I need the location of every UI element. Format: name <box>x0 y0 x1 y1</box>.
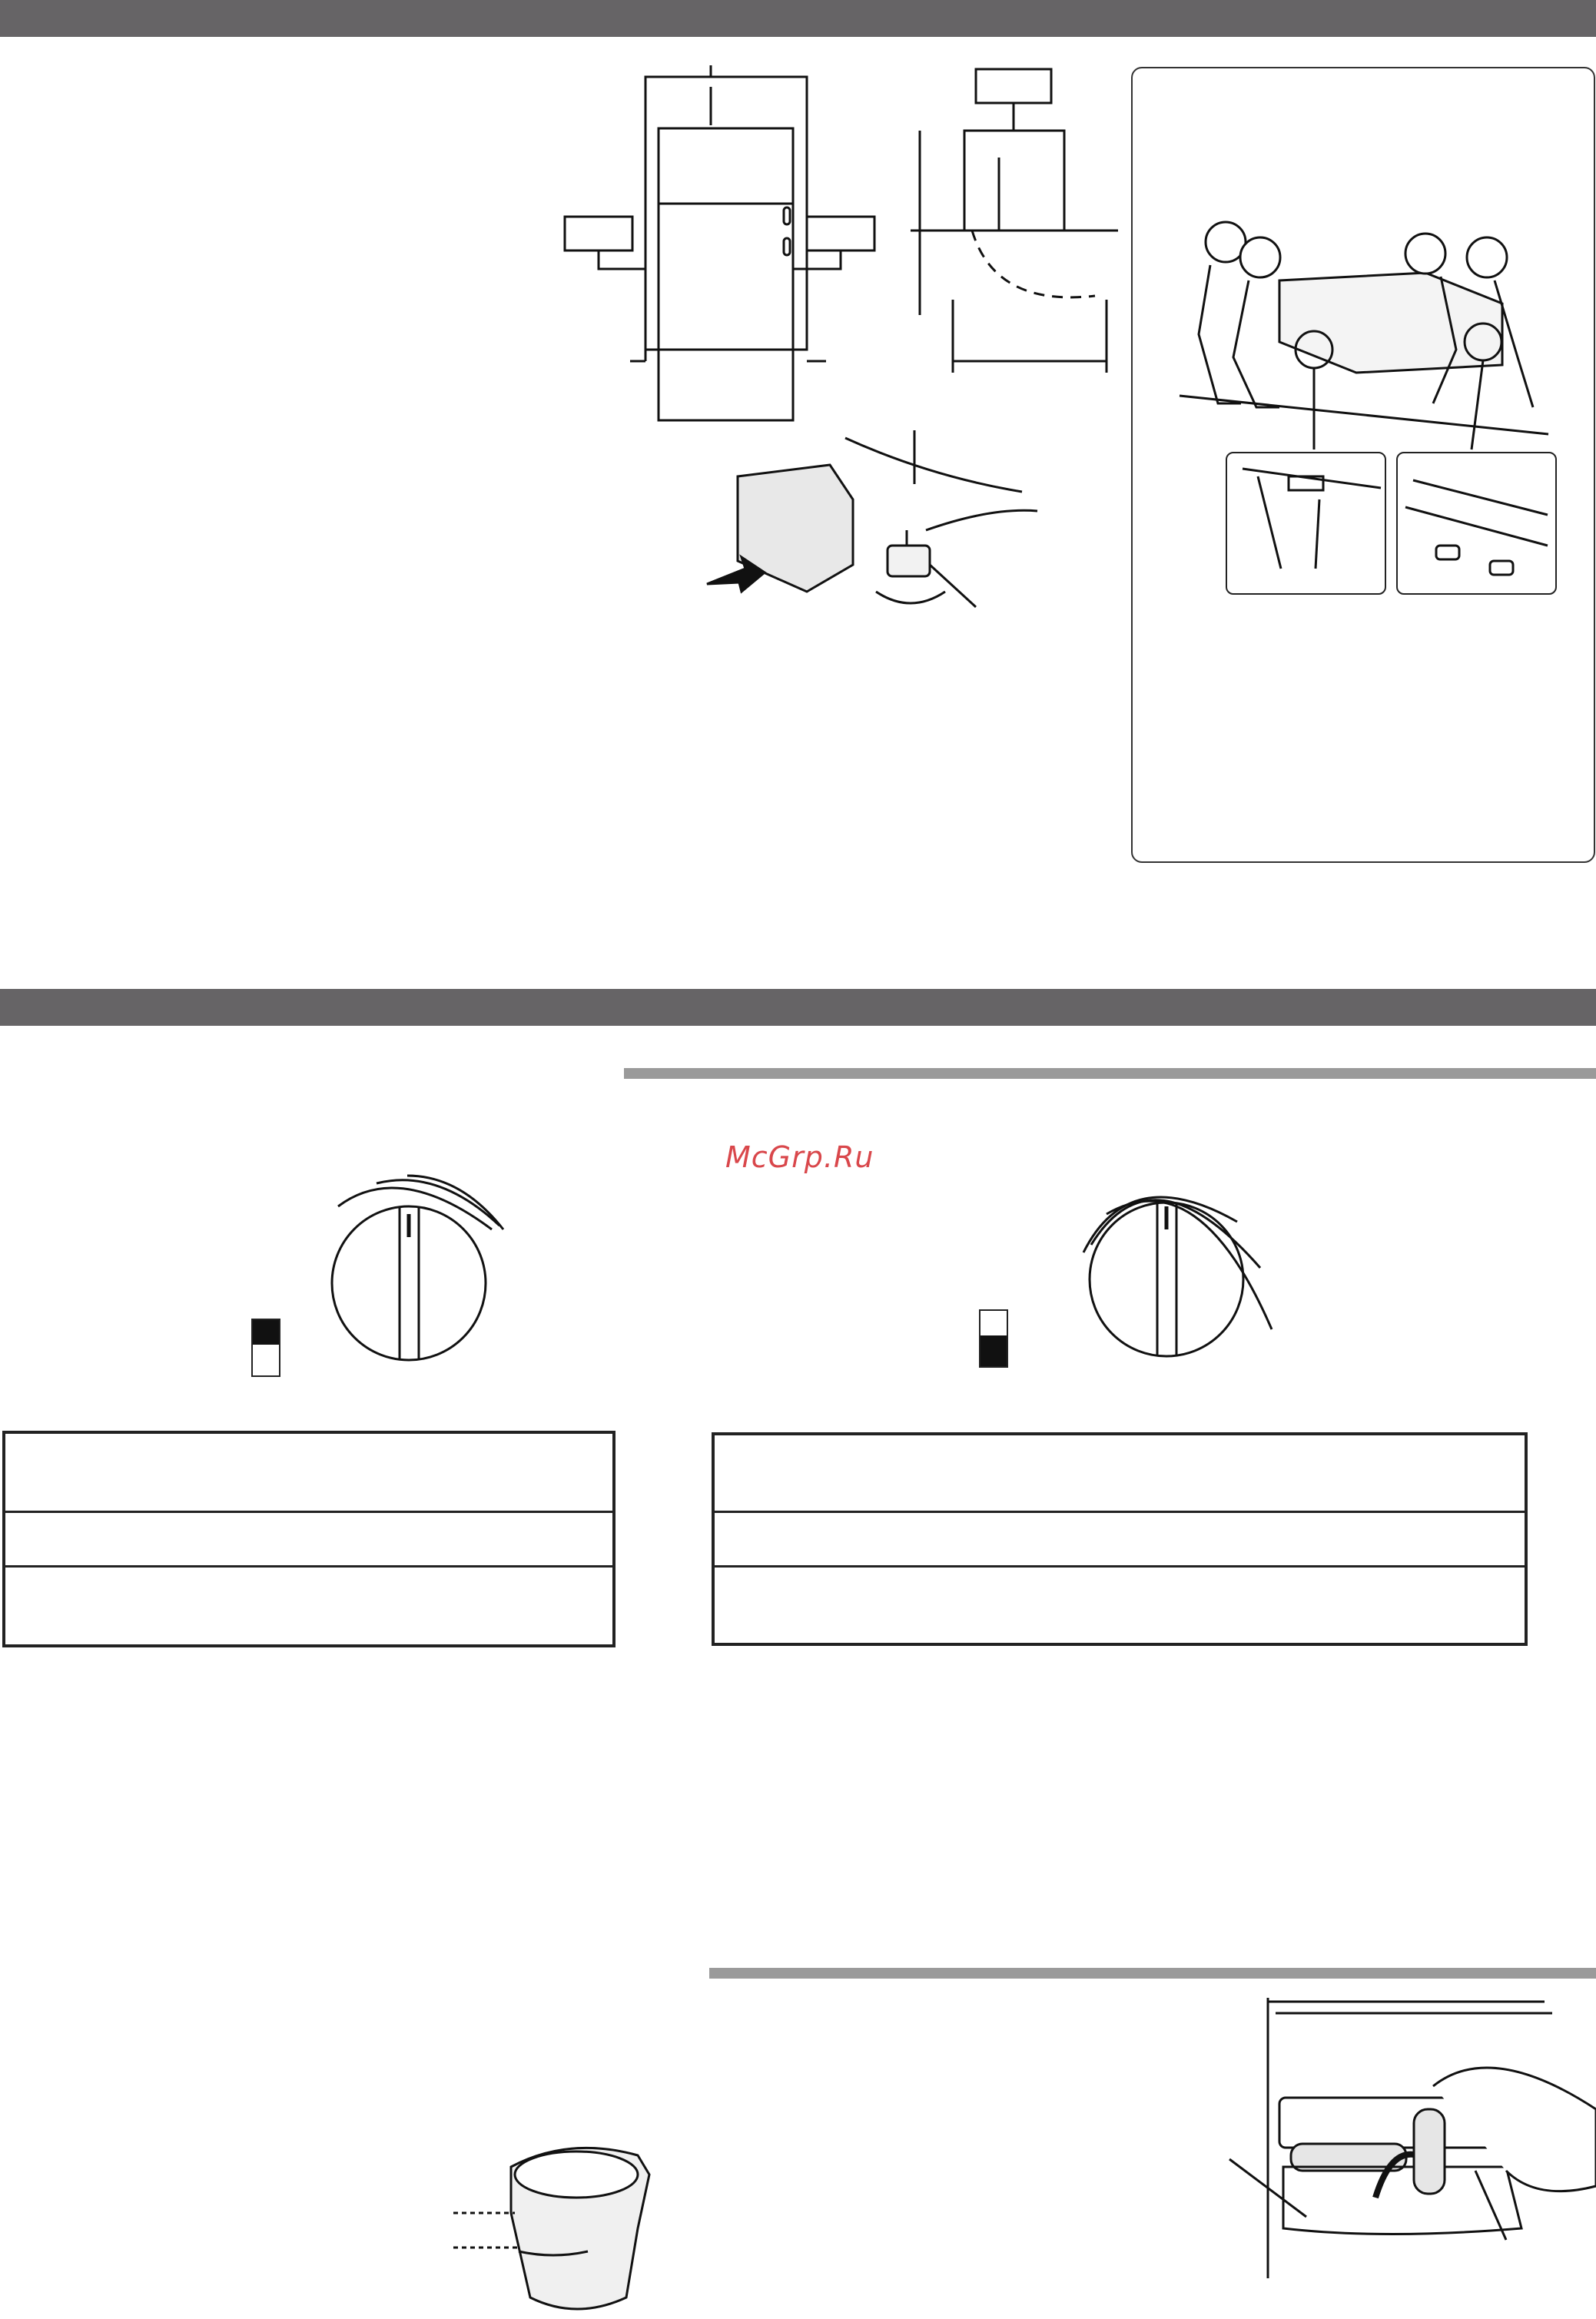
watermark: McGrp.Ru <box>725 1140 874 1174</box>
ice-container-icon <box>453 2136 661 2315</box>
rear-handhold-icon <box>1227 453 1385 593</box>
table-row <box>4 1432 614 1512</box>
ice-tray-lever-icon <box>1229 1994 1596 2278</box>
handhold-detail-left <box>1226 452 1386 595</box>
table-row <box>713 1512 1526 1567</box>
switch-indicator-right <box>979 1309 1008 1368</box>
table-row <box>4 1512 614 1567</box>
leveling-foot-figure <box>699 430 1068 630</box>
clearance-front-figure <box>565 65 880 373</box>
four-people-carrying-fridge-icon <box>1180 219 1571 450</box>
ice-tray-figure <box>1229 1994 1596 2278</box>
leveling-foot-adjust-icon <box>699 430 1068 630</box>
switch-indicator-icon <box>980 1335 1007 1366</box>
ice-container-figure <box>453 2136 661 2315</box>
handhold-detail-right <box>1396 452 1557 595</box>
table-row <box>4 1567 614 1647</box>
table-row <box>713 1434 1526 1512</box>
section-header-band-top <box>0 0 1596 37</box>
carrying-figure <box>1180 219 1571 450</box>
freezer-setting-table <box>2 1431 616 1647</box>
table-row <box>713 1567 1526 1645</box>
switch-indicator-icon <box>253 1320 279 1345</box>
temperature-dial-icon <box>246 1153 523 1383</box>
section-rule-upper <box>624 1068 1596 1079</box>
section-rule-lower <box>709 1968 1596 1979</box>
fridge-dial-figure <box>1060 1130 1291 1360</box>
temperature-dial-icon <box>1060 1130 1291 1360</box>
front-handhold-icon <box>1398 453 1555 593</box>
fridge-clearance-front-icon <box>565 65 880 373</box>
switch-indicator-left <box>251 1319 280 1377</box>
door-swing-top-view-icon <box>911 69 1118 377</box>
fridge-setting-table <box>712 1432 1528 1646</box>
freezer-dial-figure <box>246 1153 523 1383</box>
section-header-band-middle <box>0 989 1596 1026</box>
door-swing-figure <box>911 69 1118 377</box>
